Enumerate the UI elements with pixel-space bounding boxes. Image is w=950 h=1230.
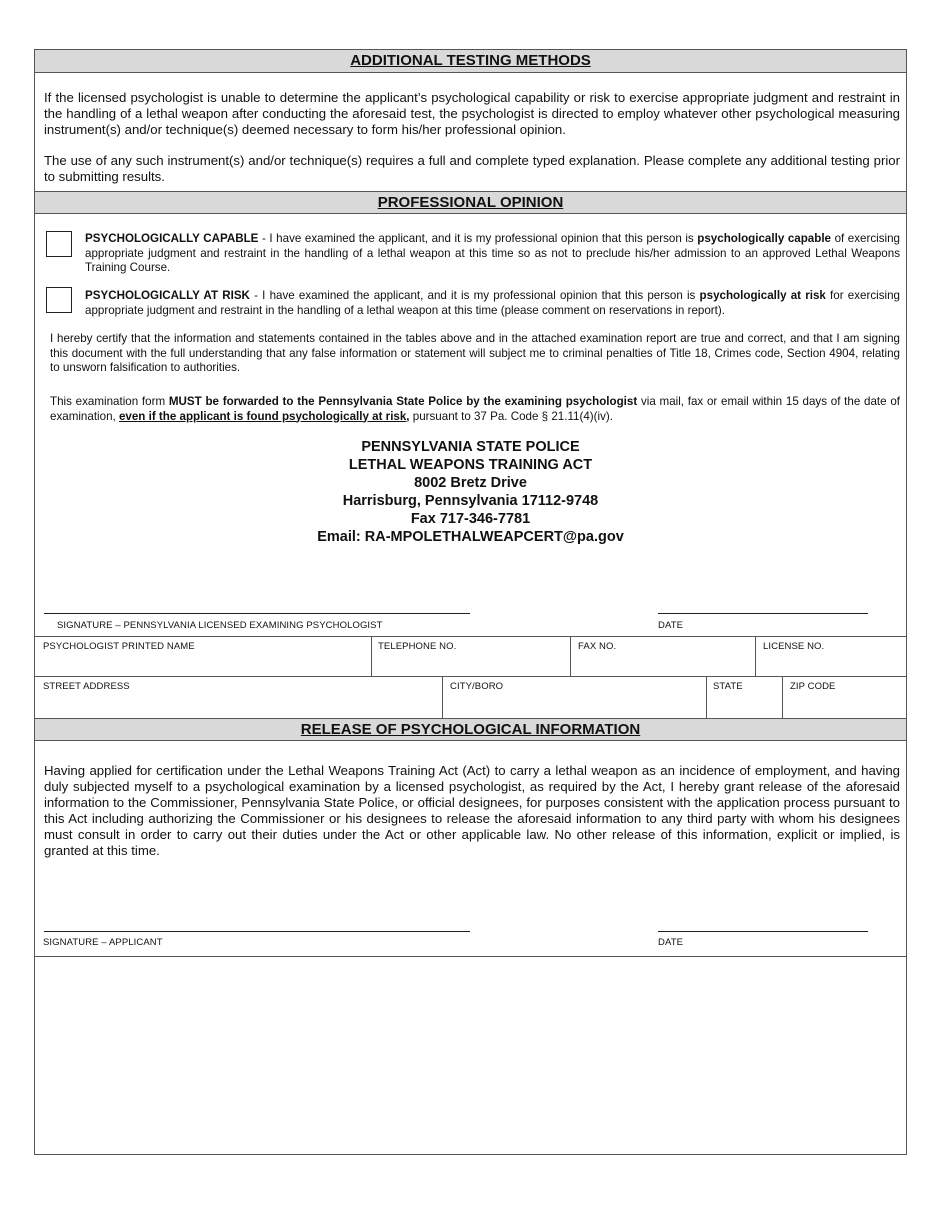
mailing-address-block [35,438,906,546]
field-row-divider [35,676,906,677]
forward-text-must: MUST be forwarded to the Pennsylvania State Police by the examining psychologist [168,395,638,408]
at-risk-lead: PSYCHOLOGICALLY AT RISK [85,289,250,302]
applicant-signature-label: SIGNATURE – APPLICANT [43,937,163,948]
psychologically-capable-statement [85,232,900,276]
psychologist-signature-line[interactable] [44,613,470,614]
capable-lead: PSYCHOLOGICALLY CAPABLE [85,232,259,245]
city-field[interactable] [706,676,707,718]
at-risk-tail: for exercising appropriate judgment and restraint in the handling of a lethal weapon at this time (please comment on reservations in report). [85,289,900,317]
telephone-field[interactable] [570,636,571,676]
fax-field[interactable] [755,636,756,676]
section-title: ADDITIONAL TESTING METHODS [350,52,591,69]
state-label: STATE [713,681,743,692]
license-label: LICENSE NO. [763,641,825,652]
psychologist-date-line[interactable] [658,613,868,614]
street-address-field[interactable] [442,676,443,718]
psychologically-at-risk-statement [85,289,900,318]
form-frame [34,49,907,1155]
psychologist-date-label: DATE [658,620,684,631]
additional-testing-paragraph-2: The use of any such instrument(s) and/or technique(s) requires a full and complete typed explanation. Please complete any additional testing prior to submitting results. [44,153,900,184]
printed-name-label: PSYCHOLOGIST PRINTED NAME [43,641,195,652]
street-address-label: STREET ADDRESS [43,681,130,692]
applicant-date-label: DATE [658,937,684,948]
field-row-divider [35,636,906,637]
at-risk-emph: psychologically at risk [699,289,826,302]
fax-label: FAX NO. [578,641,617,652]
printed-name-field[interactable] [371,636,372,676]
zip-label: ZIP CODE [790,681,836,692]
telephone-label: TELEPHONE NO. [378,641,457,652]
address-line-3: 8002 Bretz Drive [414,475,527,491]
applicant-signature-line[interactable] [44,931,470,932]
forward-text-e: pursuant to 37 Pa. Code § 21.11(4)(iv). [409,409,613,423]
address-line-1: PENNSYLVANIA STATE POLICE [361,439,580,455]
forward-text-c: via mail, fax or email within 15 days of the date of examination, [50,395,901,423]
at-risk-mid: - I have examined the applicant, and it is my professional opinion that this person is [249,289,700,302]
city-label: CITY/BORO [450,681,504,692]
address-line-4: Harrisburg, Pennsylvania 17112-9748 [342,493,599,509]
section-title: PROFESSIONAL OPINION [377,194,564,211]
additional-testing-paragraph-1: If the licensed psychologist is unable to determine the applicant’s psychological capability or risk to exercise appropriate judgment and restraint in the handling of a lethal weapon after conducting the aforesaid test, the psychologist is directed to employ whatever other psychological measuring instrument(s) and/or technique(s) deemed necessary to form his/her professional opinion. [44,90,900,137]
psychologically-at-risk-checkbox[interactable] [46,287,72,313]
capable-tail: of exercising appropriate judgment and restraint in the handling of a lethal weapon at this time so as not to preclude his/her admission to an approved Lethal Weapons Training Course. [85,232,901,274]
psychologist-signature-label: SIGNATURE – PENNSYLVANIA LICENSED EXAMINING PSYCHOLOGIST [57,620,383,631]
applicant-date-line[interactable] [658,931,868,932]
section-title: RELEASE OF PSYCHOLOGICAL INFORMATION [300,721,641,738]
address-fax: Fax 717-346-7781 [410,511,531,527]
capable-mid: - I have examined the applicant, and it is my professional opinion that this person is [258,232,698,245]
state-field[interactable] [782,676,783,718]
section-header-professional-opinion [35,191,906,214]
section-header-release [35,718,906,741]
forward-text-a: This examination form [50,395,169,408]
section-header-additional-testing [35,50,906,73]
address-line-2: LETHAL WEAPONS TRAINING ACT [348,457,593,473]
address-email: Email: RA-MPOLETHALWEAPCERT@pa.gov [317,529,624,545]
forwarding-instructions [50,395,900,424]
section-bottom-divider [35,956,906,957]
psychologically-capable-checkbox[interactable] [46,231,72,257]
certification-statement: I hereby certify that the information and statements contained in the tables above and in the attached examination report are true and correct, and that I am signing this document with the full understanding that any false information or statement will subject me to criminal penalties of Title 18, Crimes code, Section 4904, relating to unsworn falsification to authorities. [50,332,900,374]
release-statement: Having applied for certification under the Lethal Weapons Training Act (Act) to carry a lethal weapon as an incidence of employment, and having duly subjected myself to a psychological examination by a licensed psychologist, as required by the Act, I hereby grant release of the aforesaid information to the Commissioner, Pennsylvania State Police, or official designees, for purposes consistent with the application process pursuant to this Act including authorizing the Commissioner or his designees to release the aforesaid information to any third party with whom his designees must consult in order to carry out their duties under the Act or other applicable law. No other release of this information, explicit or implied, is granted at this time. [44,763,900,858]
capable-emph: psychologically capable [697,232,832,245]
forward-text-at-risk: even if the applicant is found psychologically at risk, [118,409,410,423]
